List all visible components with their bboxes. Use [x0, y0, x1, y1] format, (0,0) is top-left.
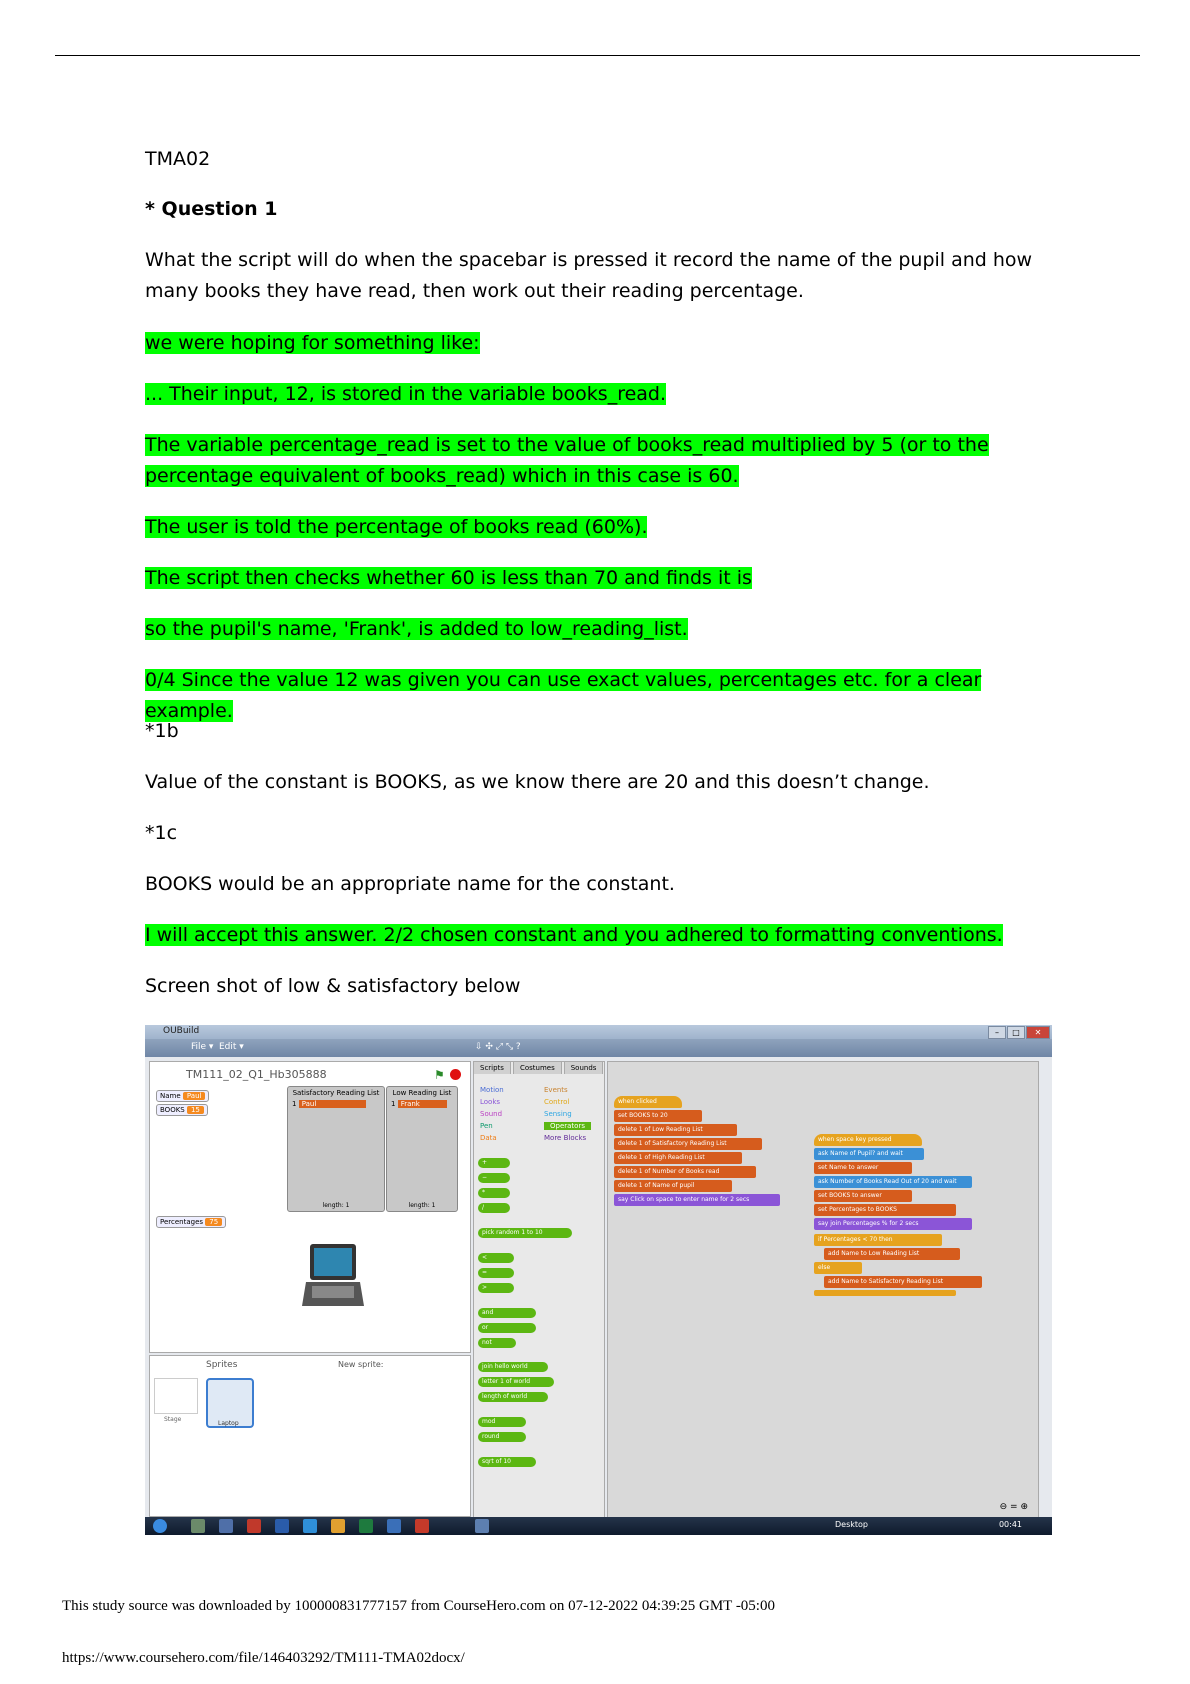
script-block[interactable]: say join Percentages % for 2 secs [814, 1218, 972, 1230]
script-block[interactable]: set BOOKS to 20 [614, 1110, 702, 1122]
editor-tabs [473, 1061, 603, 1074]
project-title: TM111_02_Q1_Hb305888 [186, 1068, 327, 1081]
script-block[interactable]: if Percentages < 70 then [814, 1234, 942, 1246]
script-block[interactable]: delete 1 of Satisfactory Reading List [614, 1138, 762, 1150]
script-block[interactable]: add Name to Low Reading List [824, 1248, 960, 1260]
name-monitor: Name Paul [156, 1090, 209, 1102]
menu-bar [145, 1039, 1052, 1057]
taskbar-app-icon[interactable] [387, 1519, 401, 1533]
category-events[interactable]: Events [544, 1086, 568, 1094]
stage-label: Stage [164, 1416, 182, 1423]
feedback-line: we were hoping for something like: [145, 332, 480, 354]
menu-file[interactable]: File ▾ [191, 1042, 214, 1052]
start-icon[interactable] [153, 1519, 167, 1533]
taskbar-app-icon[interactable] [191, 1519, 205, 1533]
script-block[interactable]: set Percentages to BOOKS [814, 1204, 956, 1216]
pick-random-block[interactable]: pick random 1 to 10 [478, 1228, 572, 1238]
new-sprite-label: New sprite: [338, 1360, 384, 1369]
script-block[interactable]: ask Number of Books Read Out of 20 and wait [814, 1176, 972, 1188]
join-block[interactable]: join hello world [478, 1362, 548, 1372]
script-block[interactable]: delete 1 of Low Reading List [614, 1124, 737, 1136]
maximize-button[interactable]: □ [1007, 1026, 1025, 1039]
letter-of-block[interactable]: letter 1 of world [478, 1377, 554, 1387]
books-monitor: BOOKS 15 [156, 1104, 208, 1116]
category-sensing[interactable]: Sensing [544, 1110, 572, 1118]
script-block[interactable]: when space key pressed [814, 1134, 922, 1146]
desktop-toolbar-label[interactable]: Desktop [835, 1520, 868, 1529]
not-block[interactable]: not [478, 1338, 516, 1348]
script-block[interactable]: when clicked [614, 1096, 682, 1108]
menu-edit[interactable]: Edit ▾ [219, 1042, 244, 1052]
sprites-panel [149, 1355, 471, 1517]
or-block[interactable]: or [478, 1323, 536, 1333]
round-block[interactable]: round [478, 1432, 526, 1442]
mod-block[interactable]: mod [478, 1417, 526, 1427]
script-block[interactable]: ask Name of Pupil? and wait [814, 1148, 924, 1160]
sprites-label: Sprites [206, 1360, 238, 1370]
category-sound[interactable]: Sound [480, 1110, 503, 1118]
script-block[interactable]: delete 1 of High Reading List [614, 1152, 742, 1164]
greater-than-block[interactable]: > [478, 1283, 514, 1293]
taskbar-app-icon[interactable] [247, 1519, 261, 1533]
close-button[interactable]: ✕ [1026, 1026, 1050, 1039]
taskbar-app-icon[interactable] [219, 1519, 233, 1533]
taskbar-app-icon[interactable] [359, 1519, 373, 1533]
category-operators[interactable]: Operators [544, 1122, 591, 1130]
oubuild-screenshot [145, 1025, 1052, 1535]
taskbar-app-icon[interactable] [303, 1519, 317, 1533]
if-else-footer [814, 1290, 956, 1296]
script-block[interactable]: set Name to answer [814, 1162, 912, 1174]
windows-taskbar [145, 1517, 1052, 1535]
add-block[interactable]: + [478, 1158, 510, 1168]
multiply-block[interactable]: * [478, 1188, 510, 1198]
q1b-answer: Value of the constant is BOOKS, as we know there are 20 and this doesn’t change. [145, 771, 930, 793]
taskbar-app-icon[interactable] [475, 1519, 489, 1533]
q1-answer: What the script will do when the spacebar is pressed it record the name of the pupil and how many books they have read, then work out their reading percentage. [145, 249, 1033, 302]
category-control[interactable]: Control [544, 1098, 570, 1106]
screenshot-caption: Screen shot of low & satisfactory below [145, 975, 521, 997]
stage-panel [149, 1061, 471, 1353]
block-palette [473, 1061, 605, 1519]
tab-sounds[interactable]: Sounds [564, 1061, 604, 1074]
stage-thumbnail[interactable] [154, 1378, 198, 1414]
zoom-controls[interactable]: ⊖ = ⊕ [999, 1502, 1028, 1512]
satisfactory-list-monitor: Satisfactory Reading List 1 Paul length: 1 [287, 1086, 385, 1212]
source-url[interactable]: https://www.coursehero.com/file/146403292/TM111-TMA02docx/ [62, 1650, 465, 1666]
doc-title: TMA02 [145, 148, 211, 170]
window-title: OUBuild [163, 1026, 200, 1036]
q1c-feedback: I will accept this answer. 2/2 chosen constant and you adhered to formatting conventions. [145, 924, 1003, 946]
equals-block[interactable]: = [478, 1268, 514, 1278]
tab-scripts[interactable]: Scripts [473, 1061, 511, 1074]
script-block[interactable]: delete 1 of Number of Books read [614, 1166, 756, 1178]
sprite-tile[interactable] [206, 1378, 254, 1428]
and-block[interactable]: and [478, 1308, 536, 1318]
script-block[interactable]: delete 1 of Name of pupil [614, 1180, 732, 1192]
taskbar-app-icon[interactable] [415, 1519, 429, 1533]
percentage-monitor: Percentages 75 [156, 1216, 226, 1228]
feedback-line: ... Their input, 12, is stored in the variable books_read. [145, 383, 667, 405]
less-than-block[interactable]: < [478, 1253, 514, 1263]
low-list-monitor: Low Reading List 1 Frank length: 1 [386, 1086, 458, 1212]
length-of-block[interactable]: length of world [478, 1392, 548, 1402]
feedback-line: 0/4 Since the value 12 was given you can use exact values, percentages etc. for a clear example. [145, 669, 982, 722]
minimize-button[interactable]: – [988, 1026, 1006, 1039]
feedback-line: so the pupil's name, 'Frank', is added to low_reading_list. [145, 618, 688, 640]
feedback-line: The variable percentage_read is set to the value of books_read multiplied by 5 (or to the percentage equivalent of books_read) which in this case is 60. [145, 434, 989, 487]
script-block[interactable]: say Click on space to enter name for 2 secs [614, 1194, 780, 1206]
download-notice: This study source was downloaded by 100000831777157 from CourseHero.com on 07-12-2022 04:39:25 GMT -05:00 [62, 1598, 775, 1614]
question-1-heading: * Question 1 [145, 198, 278, 220]
window-titlebar [145, 1025, 1052, 1039]
taskbar-app-icon[interactable] [275, 1519, 289, 1533]
sqrt-block[interactable]: sqrt of 10 [478, 1457, 536, 1467]
q1c-heading: *1c [145, 822, 178, 844]
category-motion[interactable]: Motion [480, 1086, 504, 1094]
stop-icon[interactable] [450, 1069, 461, 1080]
green-flag-icon[interactable]: ⚑ [434, 1068, 445, 1082]
toolbar-icons[interactable]: ⇩ ✣ ⤢ ⤡ ? [475, 1042, 521, 1052]
feedback-line: The user is told the percentage of books read (60%). [145, 516, 648, 538]
script-block[interactable]: add Name to Satisfactory Reading List [824, 1276, 982, 1288]
q1b-heading: *1b [145, 720, 179, 742]
sprite-name: Laptop [218, 1420, 239, 1427]
taskbar-app-icon[interactable] [331, 1519, 345, 1533]
feedback-line: The script then checks whether 60 is less than 70 and finds it is [145, 567, 752, 589]
header-rule [55, 55, 1140, 56]
category-looks[interactable]: Looks [480, 1098, 501, 1106]
category-more-blocks[interactable]: More Blocks [544, 1134, 587, 1142]
subtract-block[interactable]: − [478, 1173, 510, 1183]
laptop-sprite-icon [300, 1242, 364, 1312]
script-block[interactable]: else [814, 1262, 862, 1274]
q1c-answer: BOOKS would be an appropriate name for the constant. [145, 873, 675, 895]
divide-block[interactable]: / [478, 1203, 510, 1213]
script-block[interactable]: set BOOKS to answer [814, 1190, 912, 1202]
taskbar-clock: 00:41 [998, 1520, 1022, 1529]
tab-costumes[interactable]: Costumes [513, 1061, 562, 1074]
category-pen[interactable]: Pen [480, 1122, 493, 1130]
category-data[interactable]: Data [480, 1134, 497, 1142]
scripts-area [607, 1061, 1039, 1519]
